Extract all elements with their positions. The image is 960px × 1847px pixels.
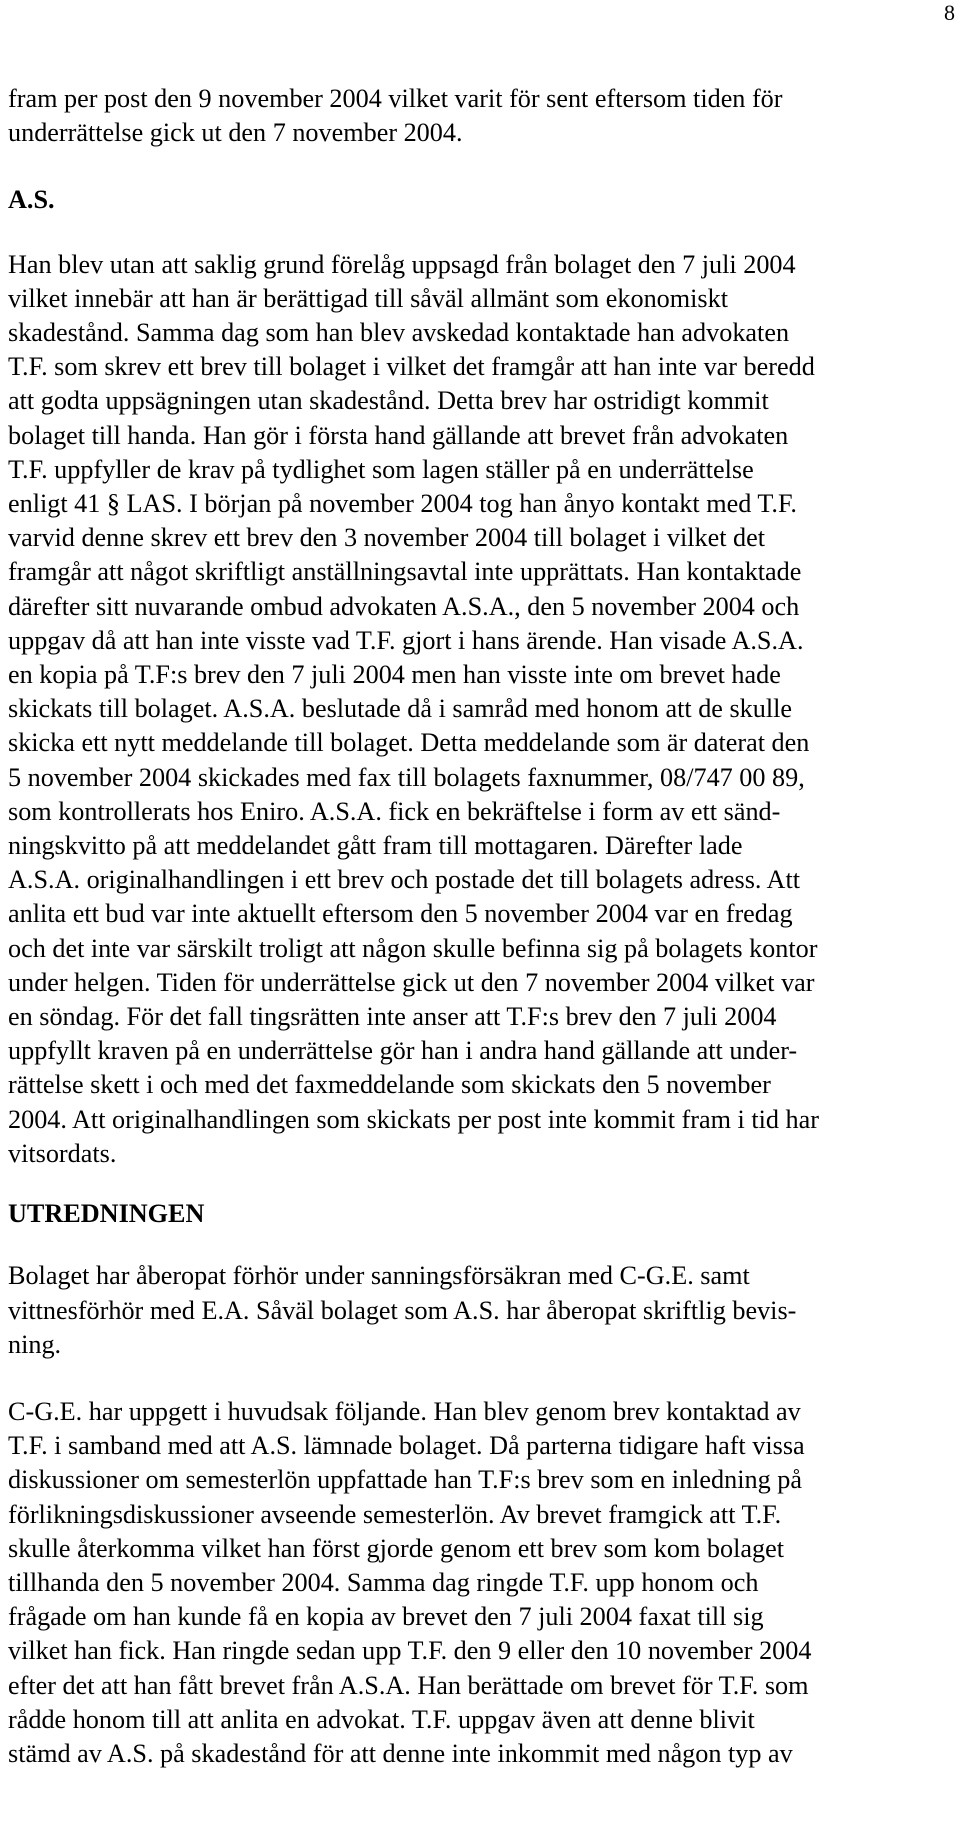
text-line: frågade om han kunde få en kopia av brevet den 7 juli 2004 faxat till sig xyxy=(8,1602,764,1632)
text-line: Bolaget har åberopat förhör under sanningsförsäkran med C-G.E. samt xyxy=(8,1261,750,1291)
text-line: att godta uppsägningen utan skadestånd. Detta brev har ostridigt kommit xyxy=(8,386,769,416)
text-line: vitsordats. xyxy=(8,1138,117,1168)
document-body xyxy=(8,82,928,1771)
investigation-paragraph-1 xyxy=(8,1259,928,1362)
text-line: T.F. i samband med att A.S. lämnade bolaget. Då parterna tidigare haft vissa xyxy=(8,1431,805,1461)
text-line: ningskvitto på att meddelandet gått fram till mottagaren. Därefter lade xyxy=(8,831,743,861)
text-line: bolaget till handa. Han gör i första hand gällande att brevet från advokaten xyxy=(8,420,789,450)
intro-paragraph xyxy=(8,82,928,150)
text-line: efter det att han fått brevet från A.S.A. Han berättade om brevet för T.F. som xyxy=(8,1670,809,1700)
text-line: A.S.A. originalhandlingen i ett brev och postade det till bolagets adress. Att xyxy=(8,865,801,895)
text-line: under helgen. Tiden för underrättelse gick ut den 7 november 2004 vilket var xyxy=(8,967,815,997)
text-line: stämd av A.S. på skadestånd för att denne inte inkommit med någon typ av xyxy=(8,1738,793,1768)
text-line: ning. xyxy=(8,1329,62,1359)
page-number: 8 xyxy=(944,0,955,25)
text-line: enligt 41 § LAS. I början på november 2004 tog han ånyo kontakt med T.F. xyxy=(8,489,797,519)
text-line: tillhanda den 5 november 2004. Samma dag ringde T.F. upp honom och xyxy=(8,1567,759,1597)
text-line: anlita ett bud var inte aktuellt eftersom den 5 november 2004 var en fredag xyxy=(8,899,793,929)
text-line: och det inte var särskilt troligt att någon skulle befinna sig på bolagets kontor xyxy=(8,933,818,963)
party-as-statement xyxy=(8,248,928,1171)
text-line: vilket han fick. Han ringde sedan upp T.F. den 9 eller den 10 november 2004 xyxy=(8,1636,812,1666)
investigation-paragraph-2 xyxy=(8,1395,928,1771)
text-line: uppfyllt kraven på en underrättelse gör han i andra hand gällande att under- xyxy=(8,1036,798,1066)
text-line: underrättelse gick ut den 7 november 2004. xyxy=(8,118,463,148)
text-line: en söndag. För det fall tingsrätten inte anser att T.F:s brev den 7 juli 2004 xyxy=(8,1002,777,1032)
text-line: skadestånd. Samma dag som han blev avskedad kontaktade han advokaten xyxy=(8,318,790,348)
text-line: vilket innebär att han är berättigad till såväl allmänt som ekonomiskt xyxy=(8,283,728,313)
text-line: därefter sitt nuvarande ombud advokaten A.S.A., den 5 november 2004 och xyxy=(8,591,800,621)
text-line: 5 november 2004 skickades med fax till bolagets faxnummer, 08/747 00 89, xyxy=(8,762,805,792)
text-line: framgår att något skriftligt anställningsavtal inte upprättats. Han kontaktade xyxy=(8,557,802,587)
text-line: rådde honom till att anlita en advokat. T.F. uppgav även att denne blivit xyxy=(8,1704,755,1734)
text-line: varvid denne skrev ett brev den 3 november 2004 till bolaget i vilket det xyxy=(8,523,766,553)
text-line: Han blev utan att saklig grund förelåg uppsagd från bolaget den 7 juli 2004 xyxy=(8,249,796,279)
text-line: förlikningsdiskussioner avseende semesterlön. Av brevet framgick att T.F. xyxy=(8,1499,782,1529)
text-line: skulle återkomma vilket han först gjorde genom ett brev som kom bolaget xyxy=(8,1533,784,1563)
text-line: T.F. uppfyller de krav på tydlighet som lagen ställer på en underrättelse xyxy=(8,454,754,484)
text-line: en kopia på T.F:s brev den 7 juli 2004 men han visste inte om brevet hade xyxy=(8,660,781,690)
text-line: rättelse skett i och med det faxmeddelande som skickats den 5 november xyxy=(8,1070,771,1100)
text-line: fram per post den 9 november 2004 vilket varit för sent eftersom tiden för xyxy=(8,84,783,113)
text-line: uppgav då att han inte visste vad T.F. gjort i hans ärende. Han visade A.S.A. xyxy=(8,625,804,655)
text-line: som kontrollerats hos Eniro. A.S.A. fick en bekräftelse i form av ett sänd- xyxy=(8,796,781,826)
text-line: 2004. Att originalhandlingen som skickats per post inte kommit fram i tid har xyxy=(8,1104,819,1134)
text-line: C-G.E. har uppgett i huvudsak följande. Han blev genom brev kontaktad av xyxy=(8,1396,801,1426)
text-line: skickats till bolaget. A.S.A. beslutade då i samråd med honom att de skulle xyxy=(8,694,793,724)
party-label-as: A.S. xyxy=(8,185,55,215)
text-line: diskussioner om semesterlön uppfattade han T.F:s brev som en inledning på xyxy=(8,1465,802,1495)
text-line: vittnesförhör med E.A. Såväl bolaget som A.S. har åberopat skriftlig bevis- xyxy=(8,1295,797,1325)
section-heading-utredningen: UTREDNINGEN xyxy=(8,1199,205,1229)
text-line: skicka ett nytt meddelande till bolaget. Detta meddelande som är daterat den xyxy=(8,728,810,758)
text-line: T.F. som skrev ett brev till bolaget i vilket det framgår att han inte var beredd xyxy=(8,352,815,382)
